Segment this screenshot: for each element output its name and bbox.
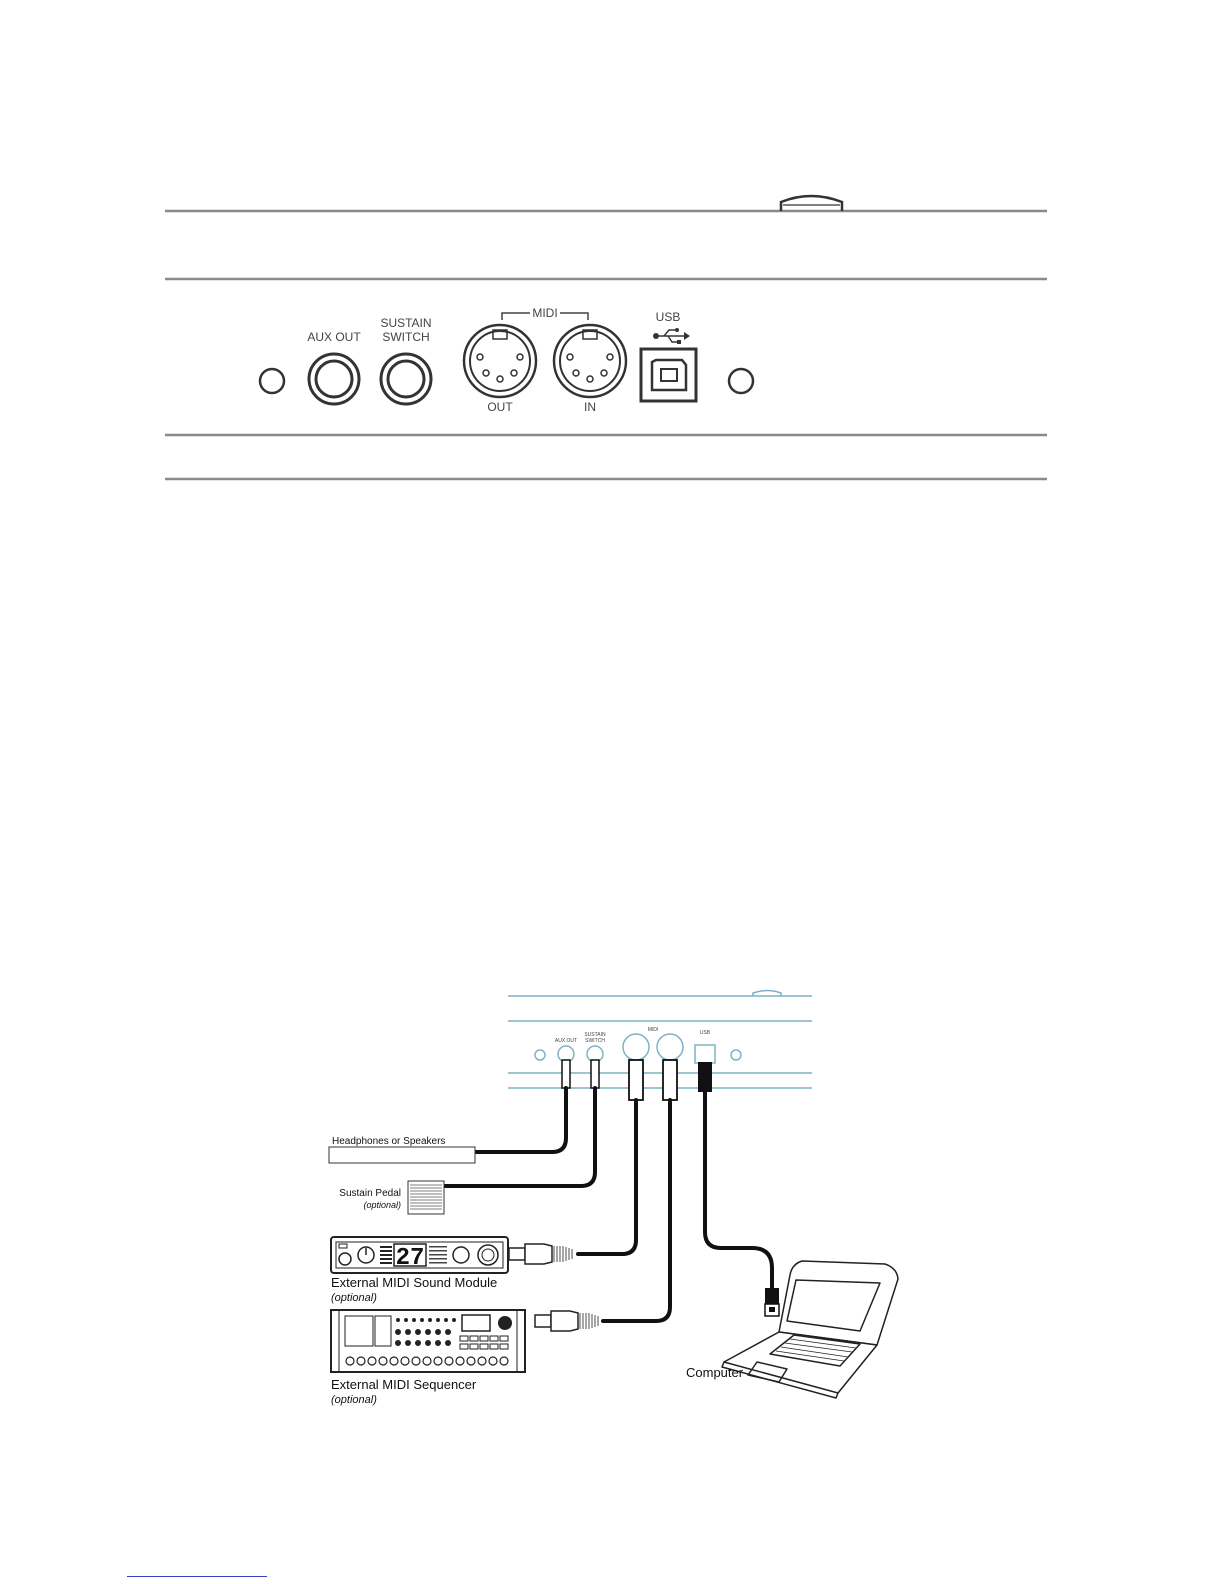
sequencer-label: External MIDI Sequencer (331, 1377, 477, 1392)
sustain-pedal-label: Sustain Pedal (339, 1188, 401, 1199)
diagram-sustain-label-2: SWITCH (585, 1038, 605, 1044)
sound-module-display: 27 (395, 1245, 425, 1272)
computer-label: Computer (686, 1365, 744, 1380)
diagram-midi-label: MIDI (647, 1027, 659, 1033)
usb-label: USB (655, 310, 681, 324)
midi-plug-sequencer (535, 1311, 598, 1331)
sustain-label-line2: SWITCH (382, 330, 430, 344)
midi-in-label: IN (584, 400, 596, 414)
sound-module-device (331, 1237, 508, 1304)
sound-module-label: External MIDI Sound Module (331, 1275, 498, 1290)
diagram-aux-out-label: AUX OUT (554, 1038, 578, 1044)
headphones-label: Headphones or Speakers (332, 1136, 446, 1147)
diagram-sustain-label-1: SUSTAIN (584, 1032, 606, 1038)
midi-out-label: OUT (487, 400, 513, 414)
footer-link-underline (127, 1576, 267, 1577)
midi-label: MIDI (532, 306, 558, 320)
diagram-usb-label: USB (699, 1030, 711, 1036)
laptop-computer (722, 1261, 898, 1398)
usb-plug-computer (765, 1288, 779, 1316)
midi-plug-module (509, 1244, 572, 1264)
aux-out-label: AUX OUT (307, 330, 361, 344)
sound-module-note: (optional) (331, 1292, 377, 1304)
sequencer-note: (optional) (331, 1394, 377, 1406)
sustain-pedal-device (339, 1181, 444, 1214)
sustain-pedal-note: (optional) (363, 1200, 401, 1210)
diagram-panel (508, 991, 812, 1089)
sequencer-device (331, 1310, 525, 1406)
headphones-device (329, 1136, 475, 1163)
sustain-label-line1: SUSTAIN (380, 316, 432, 330)
